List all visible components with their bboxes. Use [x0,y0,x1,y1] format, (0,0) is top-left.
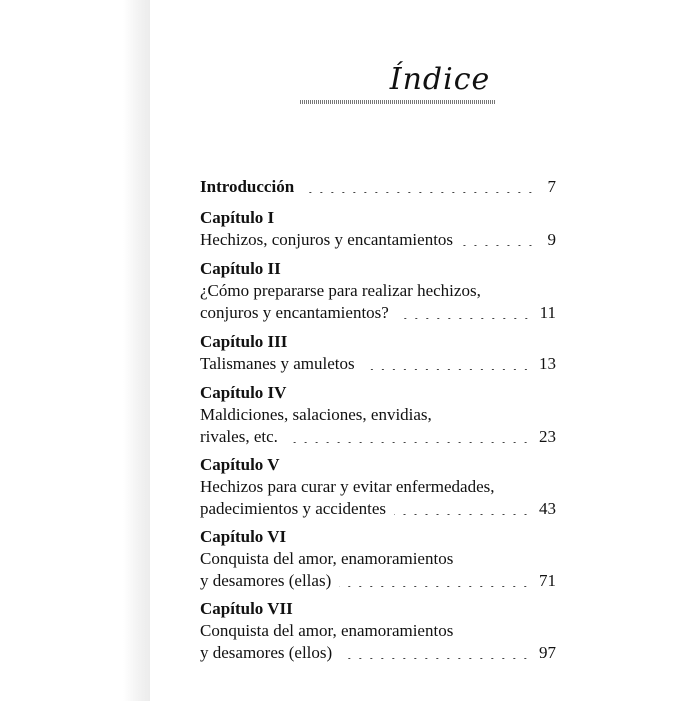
toc-entry-title-line-1: ¿Cómo prepararse para realizar hechizos, [200,281,481,300]
toc-entry-title-line-2: padecimientos y accidentes [200,499,386,518]
toc-entry-capitulo-5[interactable] [200,454,556,520]
toc-entry-title-line-2: rivales, etc. [200,427,278,446]
toc-line [200,548,556,570]
toc-line [200,353,556,375]
toc-entry-title-line-2: y desamores (ellos) [200,643,333,662]
book-page [150,0,700,701]
toc-chapter-heading: Capítulo IV [200,383,287,402]
toc-line [200,426,556,448]
toc-chapter-heading: Capítulo II [200,259,281,278]
toc-page-number: 7 [547,177,556,196]
toc-entry-title: Talismanes y amuletos [200,354,355,373]
toc-line [200,229,556,251]
toc-entry-title-line-1: Conquista del amor, enamoramientos [200,549,454,568]
toc-page-number: 71 [539,571,556,590]
toc-page-number: 11 [539,303,556,322]
toc-entry-capitulo-1[interactable] [200,207,556,251]
toc-page-number: 9 [547,230,556,249]
toc-entry-capitulo-2[interactable] [200,258,556,324]
dot-leader [339,586,531,587]
toc-line [200,476,556,498]
toc-chapter-heading: Capítulo VI [200,527,287,546]
page-gutter-shadow [0,0,150,701]
toc-line [200,642,556,664]
toc-entry-introduccion[interactable] [200,176,556,198]
dot-leader [461,245,536,246]
toc-page-number: 23 [539,427,556,446]
toc-chapter-heading: Capítulo III [200,332,288,351]
toc-entry-title-line-1: Maldiciones, salaciones, envidias, [200,405,432,424]
toc-page-number: 43 [539,499,556,518]
toc-entry-title: Hechizos, conjuros y encantamientos [200,230,454,249]
toc-entry-capitulo-7[interactable] [200,598,556,664]
toc-entry-title-line-1: Conquista del amor, enamoramientos [200,621,454,640]
toc-entry-capitulo-3[interactable] [200,331,556,375]
dot-leader [363,369,531,370]
toc-entry-title: Introducción [200,177,295,196]
page-title: Índice [389,62,491,97]
dot-leader [286,442,531,443]
dot-leader [302,192,536,193]
toc-page-number: 97 [539,643,556,662]
toc-entry-title-line-2: conjuros y encantamientos? [200,303,389,322]
toc-chapter-heading: Capítulo VII [200,599,293,618]
dot-leader [397,318,532,319]
toc-chapter-heading: Capítulo I [200,208,275,227]
toc-page-number: 13 [539,354,556,373]
toc-line [200,302,556,324]
toc-line [200,570,556,592]
toc-line [200,620,556,642]
toc-line [200,498,556,520]
toc-line [200,176,556,198]
toc-line [200,280,556,302]
dot-leader [394,514,531,515]
toc-chapter-heading: Capítulo V [200,455,280,474]
toc-entry-capitulo-4[interactable] [200,382,556,448]
title-underline [300,100,496,104]
toc-line [200,404,556,426]
toc-entry-title-line-1: Hechizos para curar y evitar enfermedades, [200,477,495,496]
toc-entry-capitulo-6[interactable] [200,526,556,592]
toc-entry-title-line-2: y desamores (ellas) [200,571,332,590]
dot-leader [340,658,531,659]
